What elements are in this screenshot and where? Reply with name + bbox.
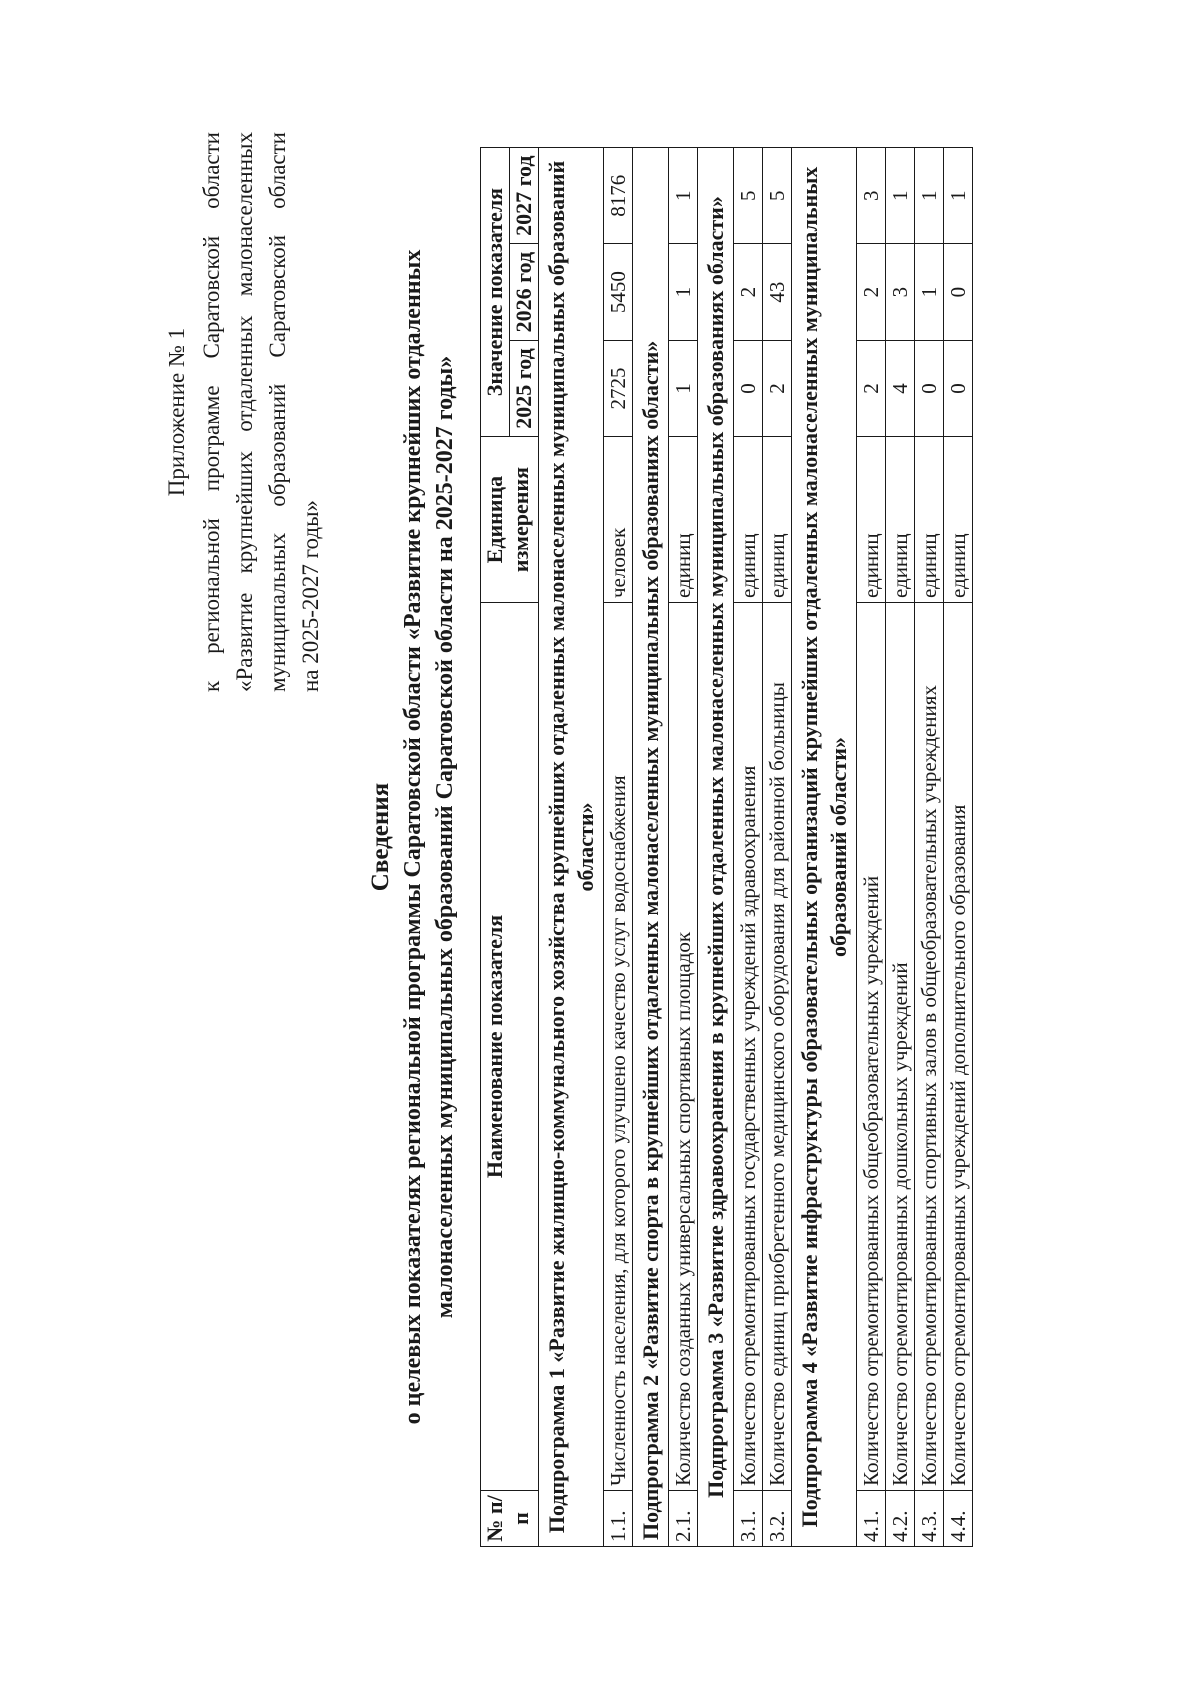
- row-num: 4.4.: [944, 1490, 973, 1546]
- row-value-2027: 1: [915, 148, 944, 244]
- header-value: Значение показателя: [481, 148, 510, 437]
- table-row: [886, 148, 915, 1547]
- row-unit: единиц: [915, 437, 944, 603]
- row-value-2025: 0: [915, 340, 944, 436]
- heading-title: Сведения: [367, 782, 394, 892]
- row-num: 4.1.: [857, 1490, 886, 1546]
- row-unit: единиц: [944, 437, 973, 603]
- appendix-line: «Развитие крупнейших отдаленных малонаселенных: [232, 132, 257, 692]
- row-value-2025: 2: [763, 340, 792, 436]
- table-row: [734, 148, 763, 1547]
- row-value-2026: 2: [734, 244, 763, 340]
- row-value-2027: 1: [886, 148, 915, 244]
- row-value-2026: 5450: [604, 244, 633, 340]
- row-value-2026: 0: [944, 244, 973, 340]
- row-unit: единиц: [886, 437, 915, 603]
- row-value-2026: 43: [763, 244, 792, 340]
- row-value-2027: 1: [669, 148, 698, 244]
- row-value-2025: 0: [944, 340, 973, 436]
- row-value-2026: 3: [886, 244, 915, 340]
- header-year-2025: 2025 год: [510, 340, 539, 436]
- section-title: Подпрограмма 4 «Развитие инфраструктуры образовательных организаций крупнейших отдаленных малонаселенных муниципальных образований области»: [792, 148, 857, 1547]
- table-row: [763, 148, 792, 1547]
- row-name: Количество отремонтированных государственных учреждений здравоохранения: [734, 603, 763, 1491]
- row-unit: единиц: [669, 437, 698, 603]
- row-value-2027: 5: [734, 148, 763, 244]
- section-title: Подпрограмма 3 «Развитие здравоохранения в крупнейших отдаленных малонаселенных муниципальных образованиях области»: [698, 148, 734, 1547]
- row-value-2026: 1: [915, 244, 944, 340]
- row-num: 4.2.: [886, 1490, 915, 1546]
- appendix-block: [160, 132, 327, 692]
- table-row: [669, 148, 698, 1547]
- table-row: [604, 148, 633, 1547]
- row-num: 1.1.: [604, 1490, 633, 1546]
- row-value-2025: 2: [857, 340, 886, 436]
- appendix-line: к региональной программе Саратовской области: [199, 132, 224, 692]
- row-name: Количество отремонтированных спортивных залов в общеобразовательных учреждениях: [915, 603, 944, 1491]
- document-heading: [365, 117, 461, 1557]
- table-row: [944, 148, 973, 1547]
- appendix-line: на 2025-2027 годы»: [298, 499, 323, 692]
- row-value-2026: 1: [669, 244, 698, 340]
- row-value-2025: 1: [669, 340, 698, 436]
- row-unit: человек: [604, 437, 633, 603]
- row-num: 3.1.: [734, 1490, 763, 1546]
- indicators-table: [480, 147, 973, 1547]
- row-value-2025: 4: [886, 340, 915, 436]
- row-unit: единиц: [857, 437, 886, 603]
- row-unit: единиц: [734, 437, 763, 603]
- section-title: Подпрограмма 2 «Развитие спорта в крупнейших отдаленных малонаселенных муниципальных образованиях области»: [633, 148, 669, 1547]
- header-name: Наименование показателя: [481, 603, 539, 1491]
- section-title: Подпрограмма 1 «Развитие жилищно-коммунального хозяйства крупнейших отдаленных малонаселенных муниципальных образований области»: [539, 148, 604, 1547]
- row-name: Количество единиц приобретенного медицинского оборудования для районной больницы: [763, 603, 792, 1491]
- row-value-2027: 1: [944, 148, 973, 244]
- heading-subtitle: о целевых показателях региональной программы Саратовской области «Развитие крупнейших отдаленных: [400, 249, 426, 1425]
- heading-subtitle: малонаселенных муниципальных образований Саратовской области на 2025-2027 годы»: [432, 355, 458, 1319]
- row-name: Численность населения, для которого улучшено качество услуг водоснабжения: [604, 603, 633, 1491]
- row-num: 4.3.: [915, 1490, 944, 1546]
- row-num: 3.2.: [763, 1490, 792, 1546]
- row-name: Количество отремонтированных дошкольных учреждений: [886, 603, 915, 1491]
- row-value-2027: 5: [763, 148, 792, 244]
- appendix-line: муниципальных образований Саратовской области: [265, 132, 290, 692]
- row-num: 2.1.: [669, 1490, 698, 1546]
- table-row: [915, 148, 944, 1547]
- header-unit: Единица измерения: [481, 437, 539, 603]
- table-row: [857, 148, 886, 1547]
- row-value-2025: 0: [734, 340, 763, 436]
- row-value-2027: 8176: [604, 148, 633, 244]
- row-name: Количество отремонтированных общеобразовательных учреждений: [857, 603, 886, 1491]
- header-year-2026: 2026 год: [510, 244, 539, 340]
- appendix-title: Приложение № 1: [164, 327, 189, 497]
- row-value-2025: 2725: [604, 340, 633, 436]
- row-value-2026: 2: [857, 244, 886, 340]
- row-name: Количество отремонтированных учреждений дополнительного образования: [944, 603, 973, 1491]
- header-year-2027: 2027 год: [510, 148, 539, 244]
- row-name: Количество созданных универсальных спортивных площадок: [669, 603, 698, 1491]
- header-num: № п/п: [481, 1490, 539, 1546]
- row-unit: единиц: [763, 437, 792, 603]
- row-value-2027: 3: [857, 148, 886, 244]
